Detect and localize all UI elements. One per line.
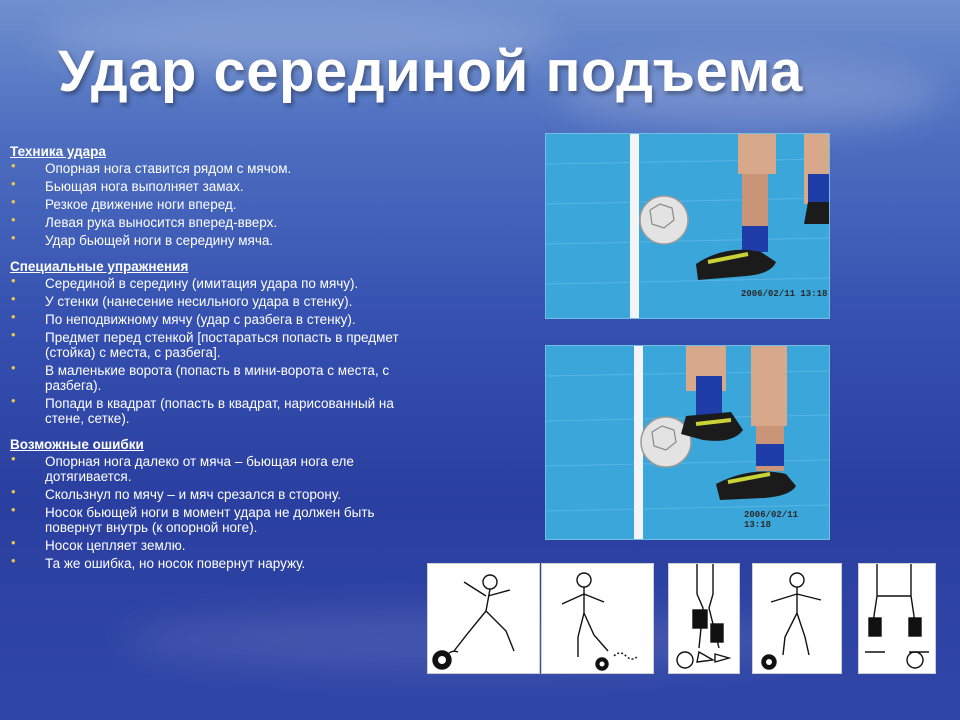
- list-item: • В маленькие ворота (попасть в мини-ворота с места, с разбега).: [10, 363, 415, 393]
- section-exercises: [10, 259, 415, 426]
- section-errors: [10, 437, 415, 571]
- list-item: • Резкое движение ноги вперед.: [10, 197, 415, 212]
- list-item: • Попади в квадрат (попасть в квадрат, нарисованный на стене, сетке).: [10, 396, 415, 426]
- sketch-kick-5: [858, 563, 936, 674]
- errors-list: [10, 454, 415, 571]
- exercises-list: [10, 276, 415, 426]
- list-item: • Удар бьющей ноги в середину мяча.: [10, 233, 415, 248]
- photo-timestamp: 2006/02/11 13:18: [744, 510, 799, 530]
- list-item: • Опорная нога далеко от мяча – бьющая нога еле дотягивается.: [10, 454, 415, 484]
- sketch-kick-4: [752, 563, 842, 674]
- technique-list: [10, 161, 415, 248]
- list-item: • Носок цепляет землю.: [10, 538, 415, 553]
- slide-title: Удар серединой подъема: [58, 39, 803, 104]
- sketch-kick-3: [668, 563, 740, 674]
- photo-timestamp: 2006/02/11 13:18: [741, 289, 828, 299]
- section-heading: Техника удара: [10, 144, 106, 159]
- list-item: • Левая рука выносится вперед-вверх.: [10, 215, 415, 230]
- list-item: • Предмет перед стенкой [постараться попасть в предмет (стойка) с места, с разбега].: [10, 330, 415, 360]
- list-item: • По неподвижному мячу (удар с разбега в стенку).: [10, 312, 415, 327]
- section-technique: [10, 144, 415, 248]
- text-content: [10, 144, 415, 582]
- section-heading: Возможные ошибки: [10, 437, 144, 452]
- list-item: • Опорная нога ставится рядом с мячом.: [10, 161, 415, 176]
- sketch-kick-2: [541, 563, 654, 674]
- list-item: • Скользнул по мячу – и мяч срезался в сторону.: [10, 487, 415, 502]
- photo-top: [545, 133, 830, 319]
- section-heading: Специальные упражнения: [10, 259, 189, 274]
- list-item: • Серединой в середину (имитация удара по мячу).: [10, 276, 415, 291]
- sketch-kick-1: [427, 563, 540, 674]
- list-item: • Та же ошибка, но носок повернут наружу.: [10, 556, 415, 571]
- list-item: • Бьющая нога выполняет замах.: [10, 179, 415, 194]
- photo-bottom: [545, 345, 830, 540]
- list-item: • Носок бьющей ноги в момент удара не должен быть повернут внутрь (к опорной ноге).: [10, 505, 415, 535]
- list-item: • У стенки (нанесение несильного удара в стенку).: [10, 294, 415, 309]
